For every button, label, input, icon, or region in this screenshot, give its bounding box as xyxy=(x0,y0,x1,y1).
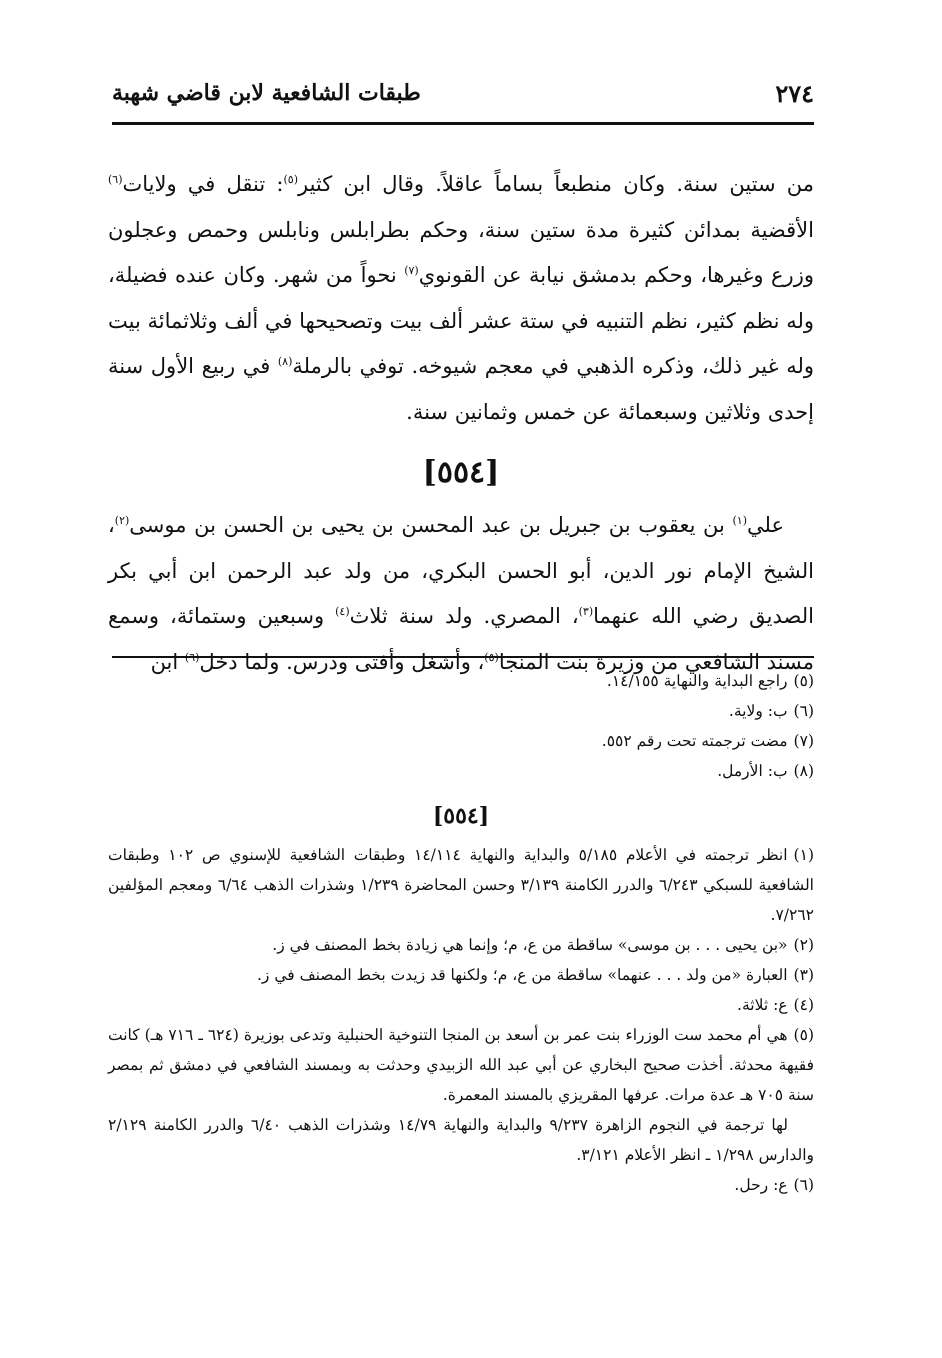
footnote-ref: (٨) xyxy=(277,355,293,368)
text-run: نحواً من شهر. وكان عنده فضيلة، وله نظم كثير، نظم التنبيه في ستة عشر ألف بيت وتصحيحها في ألف وثلاثمائة بيت وله غير ذلك، وذكره الذهبي في معجم شيوخه. توفي بالرملة xyxy=(108,263,814,378)
text-run: في ربيع الأول سنة إحدى وثلاثين وسبعمائة عن خمس وثمانين سنة. xyxy=(108,354,814,424)
footnote xyxy=(108,666,814,696)
footnote xyxy=(108,930,814,960)
footnote xyxy=(108,696,814,726)
paragraph-continuation xyxy=(108,162,814,435)
text-run: : تنقل في ولايات xyxy=(122,172,284,196)
footnote-ref: (٤) xyxy=(335,605,350,618)
main-text xyxy=(108,162,814,685)
footnote-divider xyxy=(112,656,814,658)
text-run: ، الشيخ الإمام نور الدين، أبو الحسن البكري، من ولد عبد الرحمن ابن أبي بكر الصديق رضي الله عنهما xyxy=(108,513,814,628)
footnote-text: راجع البداية والنهاية ١٤/١٥٥. xyxy=(606,672,788,690)
footnote xyxy=(108,960,814,990)
text-run: الأقضية بمدائن كثيرة مدة ستين سنة، وحكم بطرابلس ونابلس وحمص وعجلون وزرع وغيرها، وحكم بدمشق نيابة عن القونوي xyxy=(108,217,814,287)
entry-number-heading: [٥٥٤] xyxy=(422,455,500,490)
text-run: ، وأشغل وأفتى ودرس. ولما دخل xyxy=(199,649,485,674)
text-run: بن يعقوب بن جبريل بن عبد المحسن بن يحيى بن الحسن بن موسى xyxy=(129,513,733,537)
footnote xyxy=(108,840,814,930)
footnote xyxy=(108,1020,814,1110)
footnote-number: (٦) xyxy=(793,702,814,720)
footnote-number: (٥) xyxy=(793,672,814,690)
footnote-ref: (٦) xyxy=(108,173,123,186)
text-run: ابن xyxy=(150,649,185,674)
footnote-ref: (١) xyxy=(732,514,747,527)
footnote-number: (٢) xyxy=(793,936,814,954)
footnote-ref: (٢) xyxy=(114,514,130,527)
footnote-text: ب: الأرمل. xyxy=(717,762,788,780)
footnote-number: (٦) xyxy=(793,1176,814,1194)
footnote-number: (٧) xyxy=(793,732,814,750)
footnote xyxy=(108,990,814,1020)
footnote-ref: (٥) xyxy=(283,173,298,186)
footnotes-entry-heading: [٥٥٤] xyxy=(432,803,490,829)
text-run: ، المصري. ولد سنة ثلاث xyxy=(349,604,579,628)
page-header xyxy=(112,70,814,125)
footnote-ref: (٧) xyxy=(404,264,419,277)
footnotes xyxy=(108,666,814,1200)
footnote-number: (١) xyxy=(793,846,814,864)
page-number: ٢٧٤ xyxy=(775,78,814,108)
footnote-text: العبارة «من ولد . . . عنهما» ساقطة من ع، م؛ ولكنها قد زيدت بخط المصنف في ز. xyxy=(256,966,788,984)
text-run: من ستين سنة. وكان منطبعاً بساماً عاقلاً. وقال ابن كثير xyxy=(297,172,814,196)
text-run: علي xyxy=(747,513,784,537)
footnote-ref: (٣) xyxy=(578,605,594,618)
footnote xyxy=(108,1170,814,1200)
footnote-number: (٣) xyxy=(793,966,814,984)
footnote-text: انظر ترجمته في الأعلام ٥/١٨٥ والبداية والنهاية ١٤/١١٤ وطبقات الشافعية للإسنوي ص ١٠٢ وطبقات الشافعية للسبكي ٦/٢٤٣ والدرر الكامنة ٣/١٣٩ وحسن المحاضرة ١/٢٣٩ وشذرات الذهب ٦/٦٤ ومعجم المؤلفين ٧/٢٦٢. xyxy=(108,846,814,924)
text-run: وسبعين وستمائة، وسمع مسند الشافعي من وزيرة بنت المنجا xyxy=(108,604,814,674)
footnote xyxy=(108,726,814,756)
footnote-text: مضت ترجمته تحت رقم ٥٥٢. xyxy=(601,732,788,750)
footnote-text: هي أم محمد ست الوزراء بنت عمر بن أسعد بن المنجا التنوخية الحنبلية وتدعى بوزيرة (٦٢٤ ـ ٧١٦ هـ) كانت فقيهة محدثة. أخذت صحيح البخاري عن أبي عبد الله الزبيدي وحدثت به وبمسند الشافعي في دمشق ثم بمصر سنة ٧٠٥ هـ عدة مرات. عرفها المقريزي بالمسند المعمرة. xyxy=(108,1026,814,1104)
book-title: طبقات الشافعية لابن قاضي شهبة xyxy=(112,80,421,106)
footnote-ref: (٥) xyxy=(484,650,499,664)
footnote-number: (٥) xyxy=(793,1026,814,1044)
footnote-text: ع: رحل. xyxy=(734,1176,788,1194)
footnote-ref: (٦) xyxy=(184,650,200,664)
footnote-text: ب: ولاية. xyxy=(728,702,788,720)
footnote-continuation: لها ترجمة في النجوم الزاهرة ٩/٢٣٧ والبداية والنهاية ١٤/٧٩ وشذرات الذهب ٦/٤٠ والدرر الكامنة ٢/١٢٩ والدارس ١/٢٩٨ ـ انظر الأعلام ٣/١٢١. xyxy=(108,1116,814,1164)
footnote xyxy=(108,756,814,786)
footnote-text: ع: ثلاثة. xyxy=(737,996,788,1014)
footnote-number: (٤) xyxy=(793,996,814,1014)
footnote-text: «بن يحيى . . . بن موسى» ساقطة من ع، م؛ وإنما هي زيادة بخط المصنف في ز. xyxy=(272,936,788,954)
footnote-number: (٨) xyxy=(793,762,814,780)
